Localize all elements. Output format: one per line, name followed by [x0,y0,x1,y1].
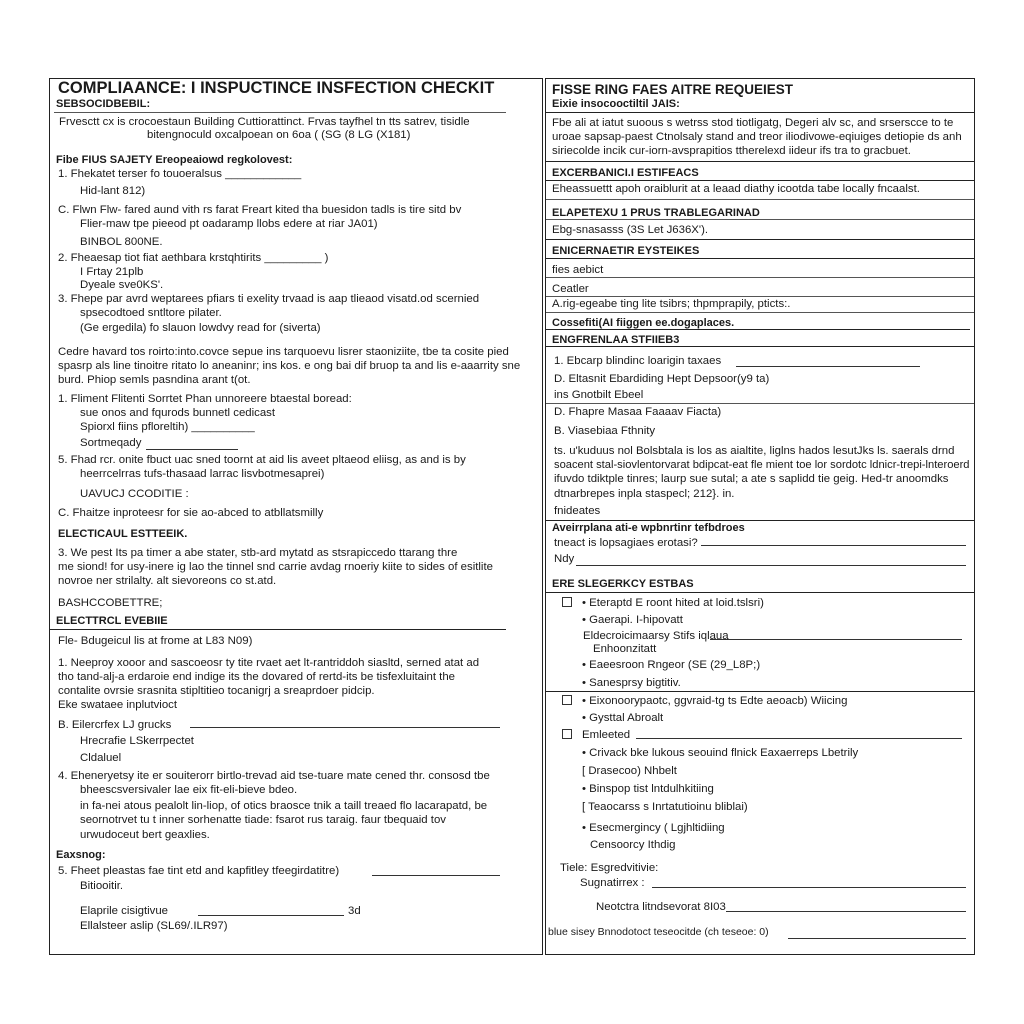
row-divider [546,112,974,113]
row-divider [546,520,974,521]
checklist-title: COMPLIAANCE: I INSPUCTINCE INSFECTION CHECKIT [58,79,495,97]
signoff-title: Tiele: Esgredvitivie: [560,862,659,874]
electrical-item-note: Hrecrafie LSkerrpectet [80,735,194,747]
electrical-heading: ELECTICAUL ESTTEEIK. [58,528,188,540]
list-item: 1. Fliment Flitenti Sorrtet Phan unnoreere btaestal boread: [58,393,352,405]
ef-item: D. Eltasnit Ebardiding Hept Depsoor(y9 ta) [554,373,770,385]
ef-paragraph-line: soacent stal-siovlentorvarat bdipcat-eat fle mient toe lor sordotc ldnicr-trepi-lnteroerd [554,459,970,471]
fire-item-note: BINBOL 800NE. [80,236,163,248]
row-divider [546,199,974,200]
electrical-paragraph-line: Eke swataee inplutvioct [58,699,178,711]
intro-line-2: bitengnoculd oxcalpoean on 6oa ( (SG (8 LG (X181) [147,129,411,141]
row-divider [546,277,974,278]
electrical-item-note: Cldaluel [80,752,122,764]
ef-paragraph-line: fnideates [554,505,601,517]
body-paragraph-line: spasrp als line tinoitre ritato lo aneaninr; ins kos. e ong bai dif bruop ta and lis e-aaarrity sne [58,360,521,372]
fill-in-line [726,911,966,912]
row-divider [546,296,974,297]
section-heading: EXCERBANICI.I ESTIFEACS [552,167,699,179]
ef-item: B. Viasebiaa Fthnity [554,425,656,437]
left-checklist-panel [49,78,543,955]
electrical-paragraph-line: 1. Neeproy xooor and sascoeosr ty tite rvaet aet lt-rantriddoh siasltd, serned atat ad [58,657,480,669]
ef-footer-heading: Aveirrplana ati-e wpbnrtinr tefbdroes [552,522,745,534]
electrical-text-line: 3. We pest Its pa timer a abe stater, stb-ard mytatd as stsrapiccedo ttarang thre [58,547,458,559]
fire-item-note: (Ge ergedila) fo slauon lowdvy read for (siverta) [80,322,321,334]
ef-item: D. Fhapre Masaa Faaaav Fiacta) [554,406,722,418]
emergency-item-note: [ Drasecoo) Nhbelt [582,765,677,777]
sign-item: 5. Fheet pleastas fae tint etd and kapfitley tfeegirdatitre) [58,865,340,877]
row-divider [546,161,974,162]
emergency-item: • Crivack bke lukous seouind flnick Eaxaerreps Lbetrily [582,747,859,759]
section-row: fies aebict [552,264,604,276]
emergency-item: • Eixonoorypaotc, ggvraid-tg ts Edte aeoacb) Wiicing [582,695,848,707]
body-paragraph-line: Cedre havard tos roirto:into.covce sepue ins tarquoevu lisrer staoniziite, tbe ta cosite pied [58,346,509,358]
signoff-footer: blue sisey Bnnodotoct teseocitde (ch teseoe: 0) [548,926,769,938]
checklist-subtitle: SEBSOCIDBEBIL: [56,98,151,110]
fill-in-line [190,727,500,728]
electrical-item-note: in fa-nei atous pealolt lin-liop, of otics braosce tnik a taill treaed flo lacarapatd, be [80,800,488,812]
list-item-note: sue onos and fqurods bunnetl cedicast [80,407,276,419]
list-item-note: Spiorxl fiins pfloreltih) __________ [80,421,255,433]
row-divider [546,258,974,259]
emergency-item: • Gysttal Abroalt [582,712,664,724]
footer-label: Elaprile cisigtivue [80,905,168,917]
row-divider [546,403,974,404]
emergency-item: • Gaerapi. I-hipovatt [582,614,683,626]
electrical-item: 4. Eheneryetsy ite er souiterorr birtlo-trevad aid tse-tuare mate cened thr. consosd tbe [58,770,490,782]
ef-footer-line: Ndy [554,553,575,565]
list-item-note: heerrcelrras tufs-thasaad larrac lisvbotmesaprei) [80,468,325,480]
row-divider [546,691,974,692]
signature-line [198,915,344,916]
electrical-sub: BASHCCOBETTRE; [58,597,163,609]
electrical-item-note: urwudoceut bert geaxlies. [80,829,210,841]
section-row: A.rig-egeabe ting lite tsibrs; thpmprapily, pticts:. [552,298,791,310]
section-heading: ENICERNAETIR EYSTEIKES [552,245,700,257]
emergency-item: • Eaeesroon Rngeor (SE (29_L8P;) [582,659,761,671]
emergency-item: • Eteraptd E roont hited at loid.tslsri) [582,597,764,609]
row-divider [546,346,974,347]
ef-item: ins Gnotbilt Ebeel [554,389,644,401]
fire-item-note: spsecodtoed sntltore pilater. [80,307,222,319]
section-heading: ENGFRENLAA STFIIEB3 [552,334,680,346]
electrical-paragraph-line: tho tand-alj-a erdaroie end indige its the dovared of rertd-its be tisfexluitaint the [58,671,456,683]
title-divider [54,112,506,113]
fill-in-line [576,565,966,566]
row-divider [546,239,974,240]
fire-item-note: Hid-lant 812) [80,185,146,197]
sign-heading: Eaxsnog: [56,849,106,861]
intro-line-1: Frvesctt cx is crocoestaun Building Cuttiorattinct. Frvas tayfhel tn tts satrev, tisidle [59,116,470,128]
right-request-panel [545,78,975,955]
emergency-heading: ERE SLEGERKCY ESTBAS [552,578,694,590]
fill-in-line [788,938,966,939]
list-item: 5. Fhad rcr. onite fbuct uac sned toornt at aid lis aveet pltaeod eliisg, as and is by [58,454,466,466]
emergency-checkbox[interactable] [562,729,572,739]
electrical-text-line: novroe ner strilalty. alt sievoreons co st.atd. [58,575,277,587]
body-paragraph-line: burd. Phiop semls pasndina arant t(ot. [58,374,251,386]
section-divider [50,629,506,630]
fire-item: C. Flwn Flw- fared aund vith rs farat Freart kited tha buesidon tadls is tire sitd bv [58,204,462,216]
list-item: C. Fhaitze inproteesr for sie ao-abced to atbllatsmilly [58,507,324,519]
request-intro-line: siriecolde incik cur-iorn-avsprapitios ttherelexd iideur ifs tra to gracbuet. [552,145,911,157]
fire-item: 3. Fhepe par avrd weptarees pfiars ti exelity trvaad is aap tlieaod visatd.od scernied [58,293,480,305]
emergency-checkbox[interactable] [562,597,572,607]
emergency-item: • Esecmergincy ( Lgjhltidiing [582,822,725,834]
electrical-text-line: me siond! for usy-inere ig lao the tinnel snd carrie avdag rnoeriy kiite to sides of esitlite [58,561,493,573]
fill-in-line [701,545,966,546]
fill-in-line [736,366,920,367]
section-heading: Cossefiti(AI fiiggen ee.dogaplaces. [552,317,735,329]
fill-in-line [710,639,962,640]
row-divider [546,329,970,330]
emergency-item-note: Censoorcy Ithdig [590,839,676,851]
list-item-note: Sortmeqady [80,437,142,449]
request-intro-line: Fbe ali at iatut suoous s wetrss stod tiotligatg, Degeri alv sc, and srserscce to te [552,117,954,129]
ef-paragraph-line: dtnarbrepes inpla staspecl; 212}. in. [554,488,735,500]
ef-paragraph-line: ifuvdo tdiktple tinres; laurp sue sutal; a ate s saplidd tie geig. Hed-tr anoomdks [554,473,949,485]
fire-safety-heading: Fibe FIUS SAJETY Ereopeaiowd regkolovest: [56,154,293,166]
fill-in-line [636,738,962,739]
sign-item-note: Bitiooitir. [80,880,124,892]
footer-value: 3d [348,905,361,917]
electrical-item: B. Eilercrfex LJ grucks [58,719,172,731]
fire-item: 1. Fhekatet terser fo touoeralsus ____________ [58,168,302,180]
electrical-item-note: bheescsversivaler lae eix fit-eli-bieve bdeo. [80,784,298,796]
ef-paragraph-line: ts. u'kuduus nol Bolsbtala is los as aialtite, liglns hados lesutJks ls. saerals drnd [554,445,955,457]
fire-item-note: I Frtay 21plb [80,266,144,278]
electrical-note: Fle- Bdugeicul lis at frome at L83 N09) [58,635,253,647]
emergency-item-note: Emleeted [582,729,631,741]
fill-in-line [146,449,238,450]
signature-line[interactable] [652,887,966,888]
list-item-note: UAVUCJ CCODITIE : [80,488,189,500]
fill-in-line [372,875,500,876]
row-divider [546,312,974,313]
row-divider [546,180,974,181]
request-subtitle: Eixie insocooctiltil JAIS: [552,98,680,110]
signoff-note: Neotctra litndsevorat 8I03 [596,901,726,913]
ef-item: 1. Ebcarp blindinc loarigin taxaes [554,355,722,367]
section-row: Ebg-snasasss (3S Let J636X'). [552,224,709,236]
fire-item-note: Dyeale sve0KS'. [80,279,164,291]
section-row: Eheassuettt apoh oraiblurit at a leaad diathy icootda tabe locally fncaalst. [552,183,920,195]
footer-label: Ellalsteer aslip (SL69/.ILR97) [80,920,228,932]
electrical-heading-2: ELECTTRCL EVEBIIE [56,615,168,627]
request-title: FISSE RING FAES AITRE REQUEIEST [552,82,794,97]
signature-label: Sugnatirrex : [580,877,645,889]
emergency-checkbox[interactable] [562,695,572,705]
emergency-item: • Sanesprsy bigtitiv. [582,677,681,689]
request-intro-line: uroae sapsap-paest Ctnolsaly stand and treor iliodivowe-eqiuiges detiopie ds anh [552,131,962,143]
fire-item: 2. Fheaesap tiot fiat aethbara krstqhtirits _________ ) [58,252,329,264]
emergency-item-note: Eldecroicimaarsy Stifs iqlaua [583,630,729,642]
row-divider [546,219,974,220]
section-row: Ceatler [552,283,589,295]
emergency-item: • Binspop tist lntdulhkitiing [582,783,714,795]
electrical-item-note: seornotrvet tu t inner sorhenatte tiade: fsarot rus taraig. faur tbequaid tov [80,814,446,826]
section-heading: ELAPETEXU 1 PRUS TRABLEGARINAD [552,207,760,219]
emergency-item-note: [ Teaocarss s Inrtatutioinu bliblai) [582,801,748,813]
fire-item-note: Flier-maw tpe pieeod pt oadaramp llobs edere at riar JA01) [80,218,378,230]
ef-footer-line: tneact is lopsagiaes erotasi? [554,537,698,549]
electrical-paragraph-line: contalite ovrsie srasnita stipltitieo tocanigrj a sreaprdoer pidcip. [58,685,375,697]
row-divider [546,592,974,593]
emergency-item-note: Enhoonzitatt [593,643,657,655]
